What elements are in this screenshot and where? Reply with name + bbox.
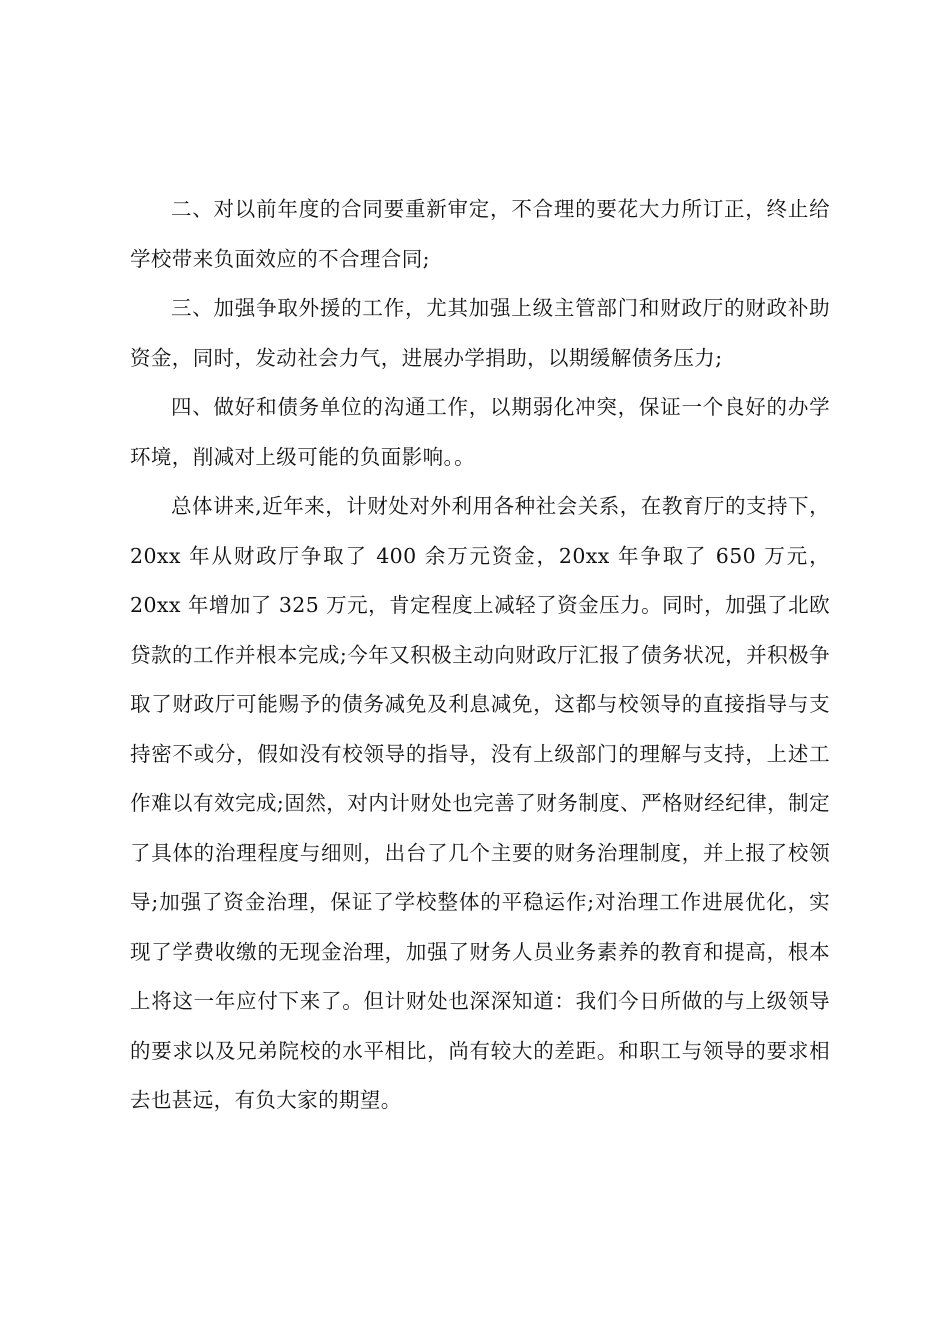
paragraph-item-2: 二、对以前年度的合同要重新审定，不合理的要花大力所订正，终止给学校带来负面效应的不合理合同; <box>130 197 830 271</box>
paragraph-item-4: 四、做好和债务单位的沟通工作，以期弱化冲突，保证一个良好的办学环境，削减对上级可能的负面影响。。 <box>130 395 830 469</box>
paragraph-item-3: 三、加强争取外援的工作，尤其加强上级主管部门和财政厅的财政补助资金，同时，发动社会力气，进展办学捐助，以期缓解债务压力; <box>130 296 830 370</box>
paragraph-summary: 总体讲来,近年来，计财处对外利用各种社会关系，在教育厅的支持下，20xx 年从财政厅争取了 400 余万元资金，20xx 年争取了 650 万元，20xx 年增加了 325 万元，肯定程度上减轻了资金压力。同时，加强了北欧贷款的工作并根本完成;今年又积极主动向财政厅汇报了债务状况，并积极争取了财政厅可能赐予的债务减免及利息减免，这都与校领导的直接指导与支持密不或分，假如没有校领导的指导，没有上级部门的理解与支持，上述工作难以有效完成;固然，对内计财处也完善了财务制度、严格财经纪律，制定了具体的治理程度与细则，出台了几个主要的财务治理制度，并上报了校领导;加强了资金治理，保证了学校整体的平稳运作;对治理工作进展优化，实现了学费收缴的无现金治理，加强了财务人员业务素养的教育和提高，根本上将这一年应付下来了。但计财处也深深知道：我们今日所做的与上级领导的要求以及兄弟院校的水平相比，尚有较大的差距。和职工与领导的要求相去也甚远，有负大家的期望。 <box>130 494 830 1112</box>
document-body <box>130 185 830 1126</box>
